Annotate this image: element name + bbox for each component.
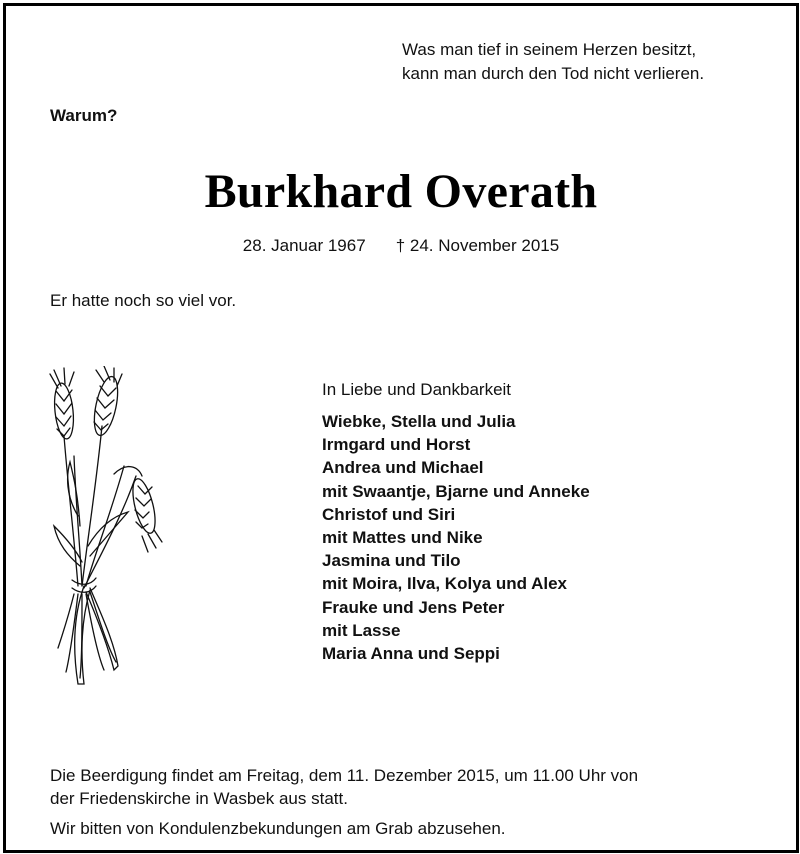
death-date: † 24. November 2015 <box>395 236 560 255</box>
obituary-frame <box>3 3 799 853</box>
list-item: Andrea und Michael <box>322 458 484 478</box>
list-item: Irmgard und Horst <box>322 435 471 455</box>
quote-line-1: Was man tief in seinem Herzen besitzt, <box>402 40 697 59</box>
funeral-line-1: Die Beerdigung findet am Freitag, dem 11. Dezember 2015, um 11.00 Uhr von <box>50 766 639 785</box>
motto: Er hatte noch so viel vor. <box>50 291 237 310</box>
life-dates <box>6 236 796 256</box>
deceased-name: Burkhard Overath <box>204 165 598 218</box>
list-item: Frauke und Jens Peter <box>322 597 505 617</box>
list-item: Maria Anna und Seppi <box>322 644 500 664</box>
list-item: Wiebke, Stella und Julia <box>322 412 516 431</box>
list-item: Jasmina und Tilo <box>322 551 461 571</box>
quote-line-2: kann man durch den Tod nicht verlieren. <box>402 64 705 83</box>
list-item: Christof und Siri <box>322 504 456 524</box>
birth-date: 28. Januar 1967 <box>242 236 366 255</box>
list-item: mit Lasse <box>322 620 401 640</box>
list-item: mit Moira, Ilva, Kolya und Alex <box>322 574 567 594</box>
condolence-request: Wir bitten von Kondulenzbekundungen am Grab abzusehen. <box>50 819 506 838</box>
quote <box>402 38 704 86</box>
thanks-intro: In Liebe und Dankbarkeit <box>322 380 512 399</box>
mourners-list <box>322 410 590 665</box>
list-item: mit Mattes und Nike <box>322 528 483 548</box>
funeral-notice <box>50 764 770 810</box>
list-item: mit Swaantje, Bjarne und Anneke <box>322 481 590 501</box>
funeral-line-2: der Friedenskirche in Wasbek aus statt. <box>50 789 348 808</box>
wheat-sheaf-icon <box>44 366 164 686</box>
heading-warum: Warum? <box>50 106 118 125</box>
